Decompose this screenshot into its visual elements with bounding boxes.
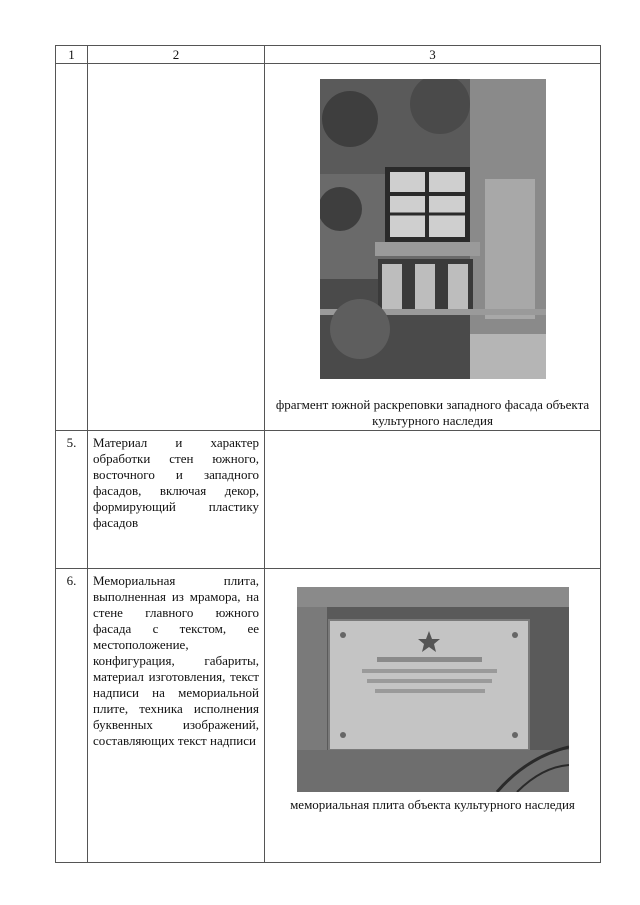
header-col-1: 1 <box>56 46 88 64</box>
header-row <box>56 46 601 64</box>
photo-caption: фрагмент южной раскреповки западного фасада объекта культурного наследия <box>275 397 590 428</box>
header-col-3: 3 <box>265 46 601 64</box>
building-window-photo-icon <box>320 79 546 379</box>
row-description <box>88 64 265 431</box>
row-description: Мемориальная плита, выполненная из мрамора, на стене главного южного фасада с текстом, ее местоположение, конфигурация, габариты, материал изготовления, текст надписи на мемориальной плите, техника исполнения буквенных изображений, составляющих текст надписи <box>88 569 265 863</box>
photo-caption: мемориальная плита объекта культурного наследия <box>290 797 575 812</box>
header-col-2: 2 <box>88 46 265 64</box>
row-photo-cell <box>265 64 601 431</box>
row-number: 6. <box>56 569 88 863</box>
data-table <box>55 45 601 863</box>
row-photo-cell <box>265 569 601 863</box>
table-row <box>56 64 601 431</box>
row-photo-cell <box>265 431 601 569</box>
table-row <box>56 569 601 863</box>
row-number: 5. <box>56 431 88 569</box>
table-row <box>56 431 601 569</box>
row-number <box>56 64 88 431</box>
memorial-plaque-photo-icon <box>297 587 569 792</box>
row-description: Материал и характер обработки стен южного, восточного и западного фасадов, включая декор, формирующий пластику фасадов <box>88 431 265 569</box>
